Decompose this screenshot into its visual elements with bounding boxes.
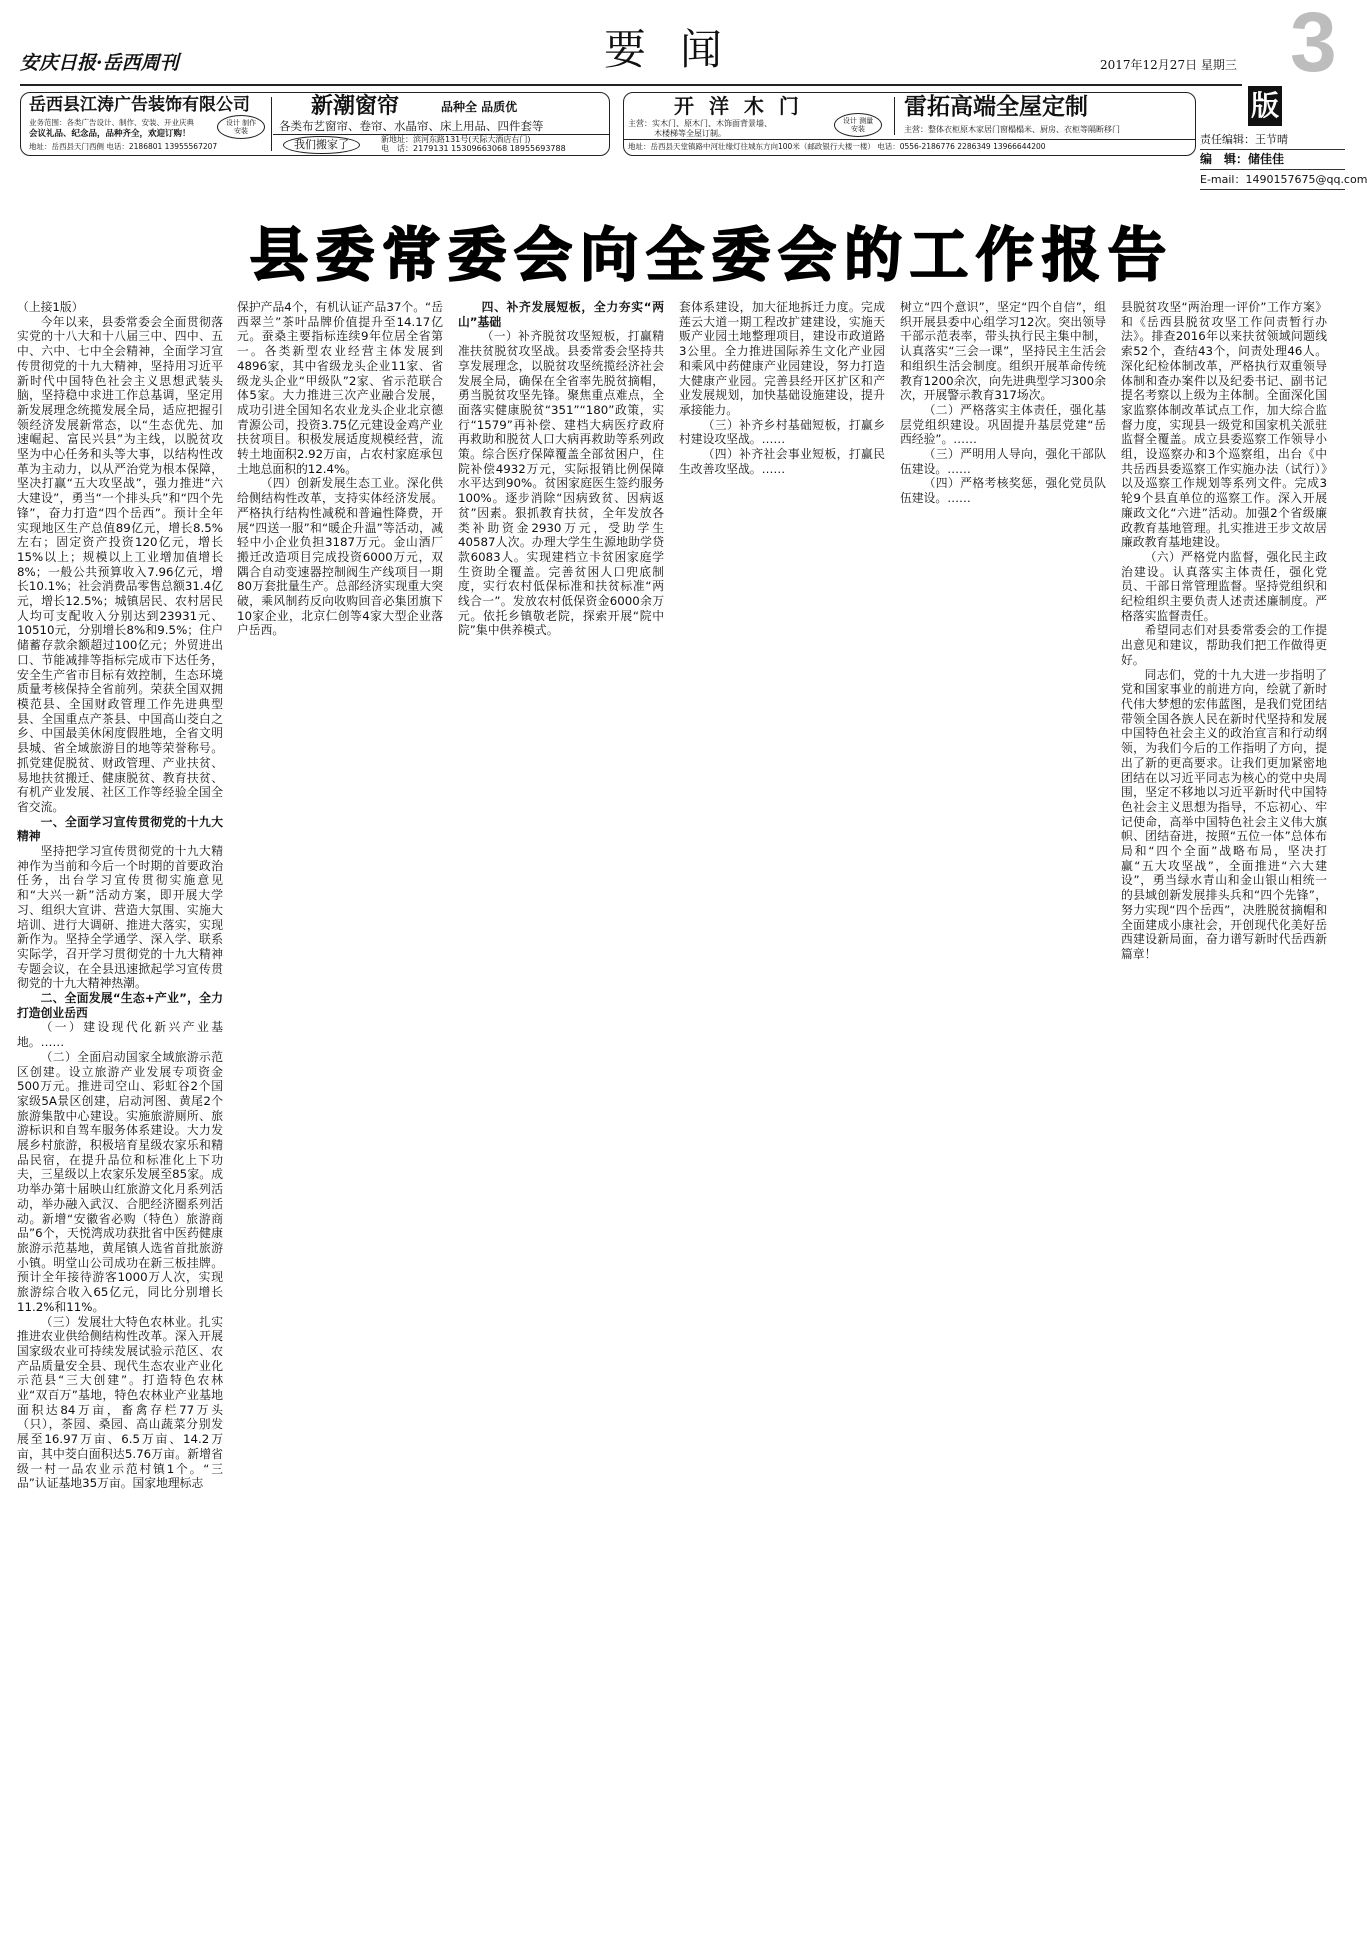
ad-leituo-line: 主营：整体衣柜原木家居门窗榻榻米、厨房、衣柜等隔断移门	[904, 125, 1120, 134]
page-number: 3	[1290, 0, 1337, 89]
ad-curtain-subtitle: 品种全 品质优	[441, 100, 518, 114]
ad-footer-divider	[624, 139, 1195, 140]
masthead-rule	[20, 84, 1242, 86]
article-paragraph: （六）严格党内监督，强化民主政治建设。认真落实主体责任，强化党员、干部日常管理监督。坚持党组织和纪检组织主要负责人述责述廉制度。严格落实监督责任。	[1121, 549, 1327, 623]
ad-block-right	[623, 92, 1196, 156]
article-paragraph: 同志们，党的十九大进一步指明了党和国家事业的前进方向，绘就了新时代伟大梦想的宏伟蓝图，是我们党团结带领全国各族人民在新时代坚持和发展中国特色社会主义的政治宣言和行动纲领，为我们今后的工作指明了方向，提出了新的更高要求。让我们更加紧密地团结在以习近平同志为核心的党中央周围，坚定不移地以习近平新时代中国特色社会主义思想为指导，不忘初心、牢记使命，高举中国特色社会主义伟大旗帜、团结奋进，按照“五位一体”总体布局和“四个全面”战略布局，坚决打赢“五大攻坚战”，全面推进“六大建设”，勇当绿水青山和金山银山相统一的县域创新发展排头兵和“四个先锋”，努力实现“四个岳西”，决胜脱贫摘帽和全面建成小康社会，开创现代化美好岳西建设新局面，奋力谱写新时代岳西新篇章！	[1121, 667, 1327, 961]
ad-curtain-phone: 电 话：2179131 15309663068 18955693788	[381, 144, 566, 153]
ad-jiangtao-bubble: 设计 制作 安装	[217, 115, 265, 139]
editor-info	[1200, 130, 1367, 190]
article-column	[900, 300, 1106, 1940]
ad-leituo-title: 雷拓高端全屋定制	[904, 94, 1088, 120]
article-paragraph: 希望同志们对县委常委会的工作提出意见和建议，帮助我们把工作做得更好。	[1121, 623, 1327, 667]
article-paragraph: （四）补齐社会事业短板，打赢民生改善攻坚战。……	[679, 447, 885, 476]
section-heading: 二、全面发展“生态+产业”，全力打造创业岳西	[17, 991, 223, 1020]
ad-curtain-products: 各类布艺窗帘、卷帘、水晶帘、床上用品、四件套等	[279, 119, 544, 133]
ad-curtain-title: 新潮窗帘	[311, 93, 400, 119]
ad-jiangtao-line: 会议礼品、纪念品，品种齐全，欢迎订购！	[29, 129, 191, 139]
section-heading: 四、补齐发展短板，全力夯实“两山”基础	[458, 300, 664, 329]
ad-kaiyang-bubble: 设计 测量 安装	[834, 113, 882, 137]
article-paragraph: （二）全面启动国家全域旅游示范区创建。设立旅游产业发展专项资金500万元。推进司空山、彩虹谷2个国家级5A景区创建，启动河图、黄尾2个旅游集散中心建设。实施旅游厕所、旅游标识和自驾车服务体系建设。大力发展乡村旅游，积极培育星级农家乐和精品民宿，在提升品位和标准化上下功夫，三星级以上农家乐发展至85家。成功举办第十届映山红旅游文化月系列活动，举办融入武汉、合肥经济圈系列活动。新增“安徽省必购（特色）旅游商品”6个，天悦湾成功获批省中医药健康旅游示范基地，黄尾镇人选省首批旅游小镇。明堂山公司成功在新三板挂牌。预计全年接待游客1000万人次，实现旅游综合收入65亿元，同比分别增长11.2%和11%。	[17, 1049, 223, 1314]
page-label: 版	[1248, 86, 1282, 126]
article-paragraph: （二）严格落实主体责任，强化基层党组织建设。巩固提升基层党建“岳西经验”。……	[900, 402, 1106, 447]
article-paragraph: （一）建设现代化新兴产业基地。……	[17, 1020, 223, 1050]
article-column	[237, 300, 443, 1940]
editor: 编 辑：储佳佳	[1200, 150, 1345, 170]
section-heading: 一、全面学习宣传贯彻党的十九大精神	[17, 814, 223, 844]
article-paragraph: （三）严明用人导向，强化干部队伍建设。……	[900, 447, 1106, 476]
ad-footer-address: 地址：岳西县天堂镇路中河壮缘灯往城东方向100米（邮政银行大楼一楼） 电话：0556-2186776 2286349 13966644200	[628, 142, 1046, 151]
article-paragraph: 坚持把学习宣传贯彻党的十九大精神作为当前和今后一个时期的首要政治任务，出台学习宣传贯彻实施意见和“大兴一新”活动方案，即开展大学习、组织大宣讲、营造大氛围、实施大培训、进行大调研、推进大落实，实现新作为。坚持全学通学、深入学、联系实际学，召开学习贯彻党的十九大精神专题会议，在全县迅速掀起学习宣传贯彻党的十九大精神热潮。	[17, 844, 223, 991]
ad-curtain-address: 新地址：滨河东路131号(天际大酒店右门)	[381, 135, 531, 144]
article-paragraph: （三）补齐乡村基础短板，打赢乡村建设攻坚战。……	[679, 417, 885, 447]
chief-editor: 责任编辑：王节晴	[1200, 130, 1345, 150]
article-paragraph: 今年以来，县委常委会全面贯彻落实党的十八大和十八届三中、四中、五中、六中、七中全会精神，全面学习宣传贯彻党的十九大精神，坚持用习近平新时代中国特色社会主义思想武装头脑，坚持稳中求进工作总基调，坚定用新发展理念统揽发展全局，适应把握引领经济发展新常态，以“生态优先、加速崛起、富民兴县”为主线，以脱贫攻坚为中心任务和头等大事，以结构性改革为主动力，以从严治党为根本保障，坚决打赢“五大攻坚战”，强力推进“六大建设”，勇当“一个排头兵”和“四个先锋”，奋力打造“四个岳西”。预计全年实现地区生产总值89亿元，增长8.5%左右；固定资产投资120亿元，增长15%以上；规模以上工业增加值增长8%；一般公共预算收入7.96亿元，增长10.1%；社会消费品零售总额31.4亿元，增长12.5%；城镇居民、农村居民人均可支配收入分别达到23931元、10510元，分别增长8%和9.5%；住户储蓄存款余额超过100亿元；外贸进出口、节能减排等指标完成市下达任务，安全生产省市目标有效控制，生态环境质量考核保持全省前列。荣获全国双拥模范县、全国财政管理工作先进典型县、全国重点产茶县、中国高山茭白之乡、中国最美休闲度假胜地，全省文明县城、省全域旅游目的地等荣誉称号。抓党建促脱贫、财政管理、产业扶贫、易地扶贫搬迁、健康脱贫、教育扶贫、有机产业发展、社区工作等经验全国全省交流。	[17, 314, 223, 814]
article-paragraph: 树立“四个意识”，坚定“四个自信”，组织开展县委中心组学习12次。突出领导干部示范表率，带头执行民主集中制，认真落实“三会一课”，坚持民主生活会和组织生活会制度。组织开展革命传统教育1200余次，向先进典型学习300余次，开展警示教育317场次。	[900, 300, 1106, 403]
ad-jiangtao-title: 岳西县江涛广告装饰有限公司	[29, 95, 250, 115]
ad-kaiyang-line: 木楼梯等全屋订制。	[654, 129, 726, 138]
paper-name: 安庆日报·岳西周刊	[20, 52, 179, 74]
section-name: 要闻	[603, 25, 756, 74]
issue-date: 2017年12月27日 星期三	[1100, 58, 1237, 72]
article-paragraph: 保护产品4个，有机认证产品37个。“岳西翠兰”茶叶品牌价值提升至14.17亿元。蚕桑主要指标连续9年位居全省第一。各类新型农业经营主体发展到4896家，其中省级龙头企业11家、省级龙头企业“甲级队”2家、省示范联合体5家。大力推进三次产业融合发展，成功引进全国知名农业龙头企业北京德青源公司，投资3.75亿元建设金鸡产业扶贫项目。积极发展适度规模经营，流转土地面积2.92万亩，占农村家庭承包土地总面积的12.4%。	[237, 300, 443, 476]
ad-kaiyang-line: 主营：实木门、原木门、木饰面背景墙、	[628, 119, 772, 128]
article-column	[1121, 300, 1327, 1940]
article-paragraph: 县脱贫攻坚“两治理一评价”工作方案》和《岳西县脱贫攻坚工作问责暂行办法》。排查2016年以来扶贫领域问题线索52个，查结43个，问责处理46人。深化纪检体制改革，严格执行双重领导体制和查办案件以及纪委书记、副书记提名考察以上级为主体制。全面深化国家监察体制改革试点工作，加大综合监督力度，实现县一级党和国家机关派驻监督全覆盖。成立县委巡察工作领导小组，设巡察办和3个巡察组，出台《中共岳西县委巡察工作实施办法（试行）》以及巡察工作规划等系列文件。完成3轮9个县直单位的巡察工作。深入开展廉政文化“六进”活动。加强2个省级廉政教育基地管理。扎实推进王步文故居廉政教育基地建设。	[1121, 300, 1327, 550]
article-paragraph: （上接1版）	[17, 300, 84, 314]
article-column	[679, 300, 885, 1940]
ad-jiangtao-address: 地址：岳西县天门西侧 电话：2186801 13955567207	[29, 142, 218, 151]
ad-jiangtao-line: 业务范围：各类广告设计、制作、安装、开业庆典	[29, 118, 194, 127]
article-column	[17, 300, 223, 1940]
article-paragraph: 套体系建设，加大征地拆迁力度。完成莲云大道一期工程改扩建建设，实施天贩产业园土地整理项目，建设市政道路3公里。全力推进国际养生文化产业园和乘风中药健康产业园建设，努力打造大健康产业园。完善县经开区扩区和产业发展规划，加快基础设施建设，提升承接能力。	[679, 300, 885, 417]
article-paragraph: （四）严格考核奖惩，强化党员队伍建设。……	[900, 476, 1106, 506]
article-column	[458, 300, 664, 1940]
editor-email[interactable]: E-mail：1490157675@qq.com	[1200, 170, 1345, 190]
ad-curtain-moved-bubble: 我们搬家了	[283, 136, 360, 154]
ad-kaiyang-title: 开 洋 木 门	[674, 94, 803, 118]
article-paragraph: （四）创新发展生态工业。深化供给侧结构性改革，支持实体经济发展。严格执行结构性减税和普遍性降费，开展“四送一服”和“暖企升温”等活动，减轻中小企业负担3187万元。金山酒厂搬迁改造项目完成投资6000万元，双隅合自动变速器控制阀生产线项目一期80万套批量生产。总部经济实现重大突破，乘风制药反向收购回音必集团旗下10家企业，北京仁创等4家大型企业落户岳西。	[237, 476, 443, 638]
article-paragraph: （一）补齐脱贫攻坚短板，打赢精准扶贫脱贫攻坚战。县委常委会坚持共享发展理念，以脱贫攻坚统揽经济社会发展全局，确保在全省率先脱贫摘帽，勇当脱贫攻坚先锋。聚焦重点难点，全面落实健康脱贫“351”“180”政策，实行“1579”再补偿、建档大病医疗政府再救助和脱贫人口大病再救助等系列政策。综合医疗保障覆盖全部贫困户，住院补偿4932万元，实际报销比例保障水平达到90%。贫困家庭医生签约服务100%。逐步消除“因病致贫、因病返贫”因素。狠抓教育扶贫，全年发放各类补助资金2930万元，受助学生40587人次。办理大学生生源地助学贷款6083人。实现建档立卡贫困家庭学生资助全覆盖。完善贫困人口兜底制度，实行农村低保标准和扶贫标准“两线合一”。发放农村低保资金6000余万元。依托乡镇敬老院，探索开展“院中院”集中供养模式。	[458, 329, 664, 638]
article-headline: 县委常委会向全委会的工作报告	[250, 221, 1175, 289]
ad-block-left	[20, 92, 610, 156]
article-paragraph: （三）发展壮大特色农林业。扎实推进农业供给侧结构性改革。深入开展国家级农业可持续发展试验示范区、农产品质量安全县、现代生态农业产业化示范县“三大创建”。打造特色农林业“双百万”基地，特色农林业产业基地面积达84万亩，畜禽存栏77万头（只），茶园、桑园、高山蔬菜分别发展至16.97万亩、6.5万亩、14.2万亩，其中茭白面积达5.76万亩。新增省级一村一品农业示范村镇1个。“三品”认证基地35万亩。国家地理标志	[17, 1314, 223, 1491]
